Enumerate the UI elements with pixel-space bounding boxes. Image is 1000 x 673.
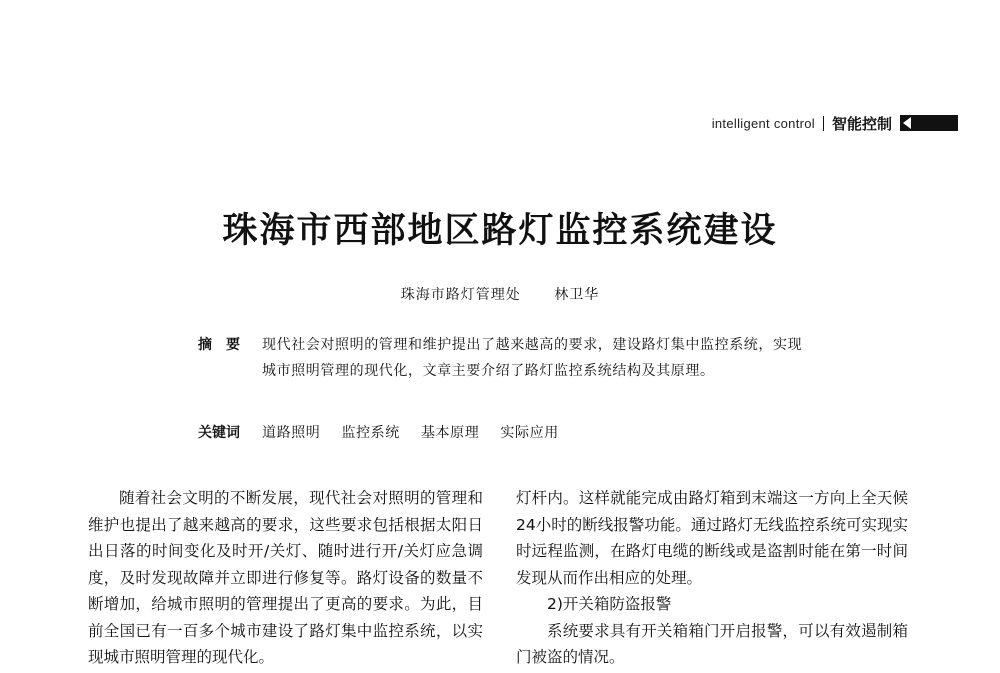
author-line — [0, 284, 1000, 304]
article-title: 珠海市西部地区路灯监控系统建设 — [222, 211, 778, 251]
author-organization: 珠海市路灯管理处 — [400, 287, 521, 303]
abstract — [198, 332, 803, 384]
header-divider — [823, 116, 824, 131]
running-header — [712, 113, 958, 133]
keyword-item: 基本原理 — [420, 425, 480, 441]
keywords-list — [262, 420, 803, 446]
keyword-item: 道路照明 — [262, 425, 321, 441]
body-column-left — [88, 485, 483, 671]
header-chinese: 智能控制 — [831, 114, 892, 133]
header-english: intelligent control — [711, 115, 815, 131]
body-paragraph: 灯杆内。这样就能完成由路灯箱到末端这一方向上全天候24小时的断线报警功能。通过路灯无线监控系统可实现实时远程监测，在路灯电缆的断线或是盗割时能在第一时间发现从而作出相应的处理。 — [516, 489, 908, 587]
abstract-text: 现代社会对照明的管理和维护提出了越来越高的要求，建设路灯集中监控系统，实现城市照明管理的现代化，文章主要介绍了路灯监控系统结构及其原理。 — [262, 337, 803, 379]
section-heading: 2)开关箱防盗报警 — [547, 595, 672, 613]
header-arrow-icon — [900, 115, 958, 131]
body-paragraph: 随着社会文明的不断发展，现代社会对照明的管理和维护也提出了越来越高的要求，这些要求包括根据太阳日出日落的时间变化及时开/关灯、随时进行开/关灯应急调度，及时发现故障并立即进行修复等。路灯设备的数量不断增加，给城市照明的管理提出了更高的要求。为此，目前全国已有一百多个城市建设了路灯集中监控系统，以实现城市照明管理的现代化。 — [88, 489, 483, 666]
keywords-label: 关键词 — [198, 425, 240, 441]
body-paragraph: 系统要求具有开关箱箱门开启报警，可以有效遏制箱门被盗的情况。 — [516, 621, 908, 666]
keywords — [198, 420, 803, 446]
author-name: 林卫华 — [554, 287, 600, 303]
abstract-label: 摘要 — [198, 337, 254, 353]
keyword-item: 实际应用 — [500, 425, 559, 441]
keyword-item: 监控系统 — [341, 425, 400, 441]
body-column-right — [516, 485, 908, 671]
